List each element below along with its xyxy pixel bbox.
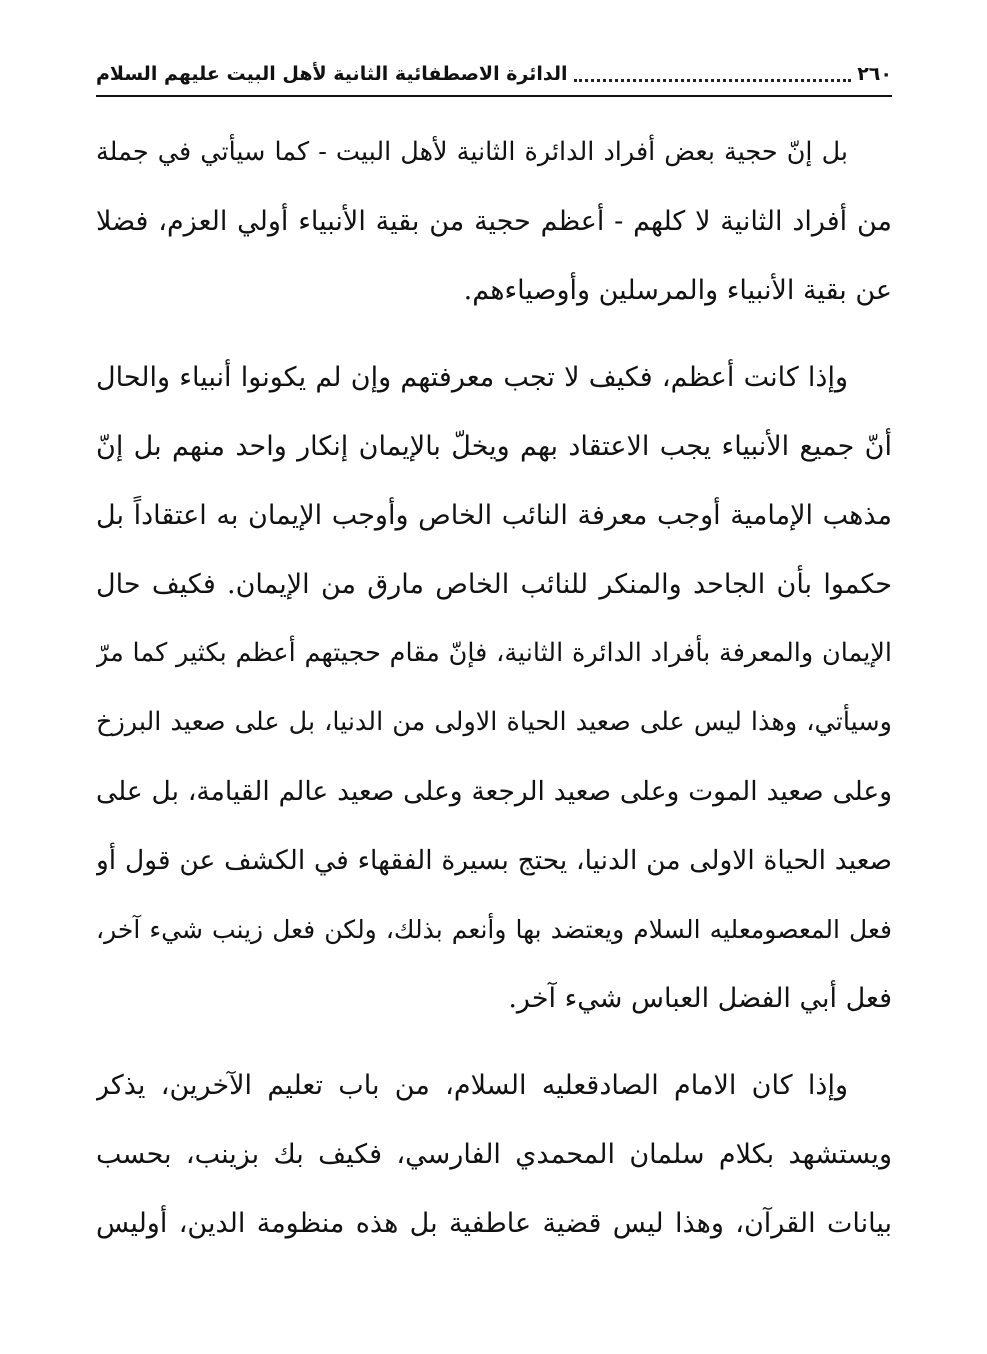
text-line: من أفراد الثانية لا كلهم - أعظم حجية من بقية الأنبياء أولي العزم، فضلا <box>96 206 892 237</box>
text-line: بيانات القرآن، وهذا ليس قضية عاطفية بل هذه منظومة الدين، أوليس <box>96 1208 892 1239</box>
text-line: بل إنّ حجية بعض أفراد الدائرة الثانية لأهل البيت - كما سيأتي في جملة <box>96 137 848 167</box>
running-title: الدائرة الاصطفائية الثانية لأهل البيت عليهم السلام <box>96 63 568 85</box>
text-line: وإذا كانت أعظم، فكيف لا تجب معرفتهم وإن لم يكونوا أنبياء والحال <box>96 362 848 393</box>
body-text <box>96 118 892 1258</box>
page-number: ٢٦٠ <box>857 63 892 85</box>
paragraph-1 <box>96 118 892 325</box>
text-line: عن بقية الأنبياء والمرسلين وأوصياءهم. <box>463 275 892 306</box>
paragraph-3 <box>96 1051 892 1258</box>
text-line: حكموا بأن الجاحد والمنكر للنائب الخاص مارق من الإيمان. فكيف حال <box>96 569 892 600</box>
page-header <box>96 54 892 94</box>
text-line: وإذا كان الامام الصادقعليه السلام، من باب تعليم الآخرين، يذكر <box>96 1070 848 1101</box>
text-line: فعل أبي الفضل العباس شيء آخر. <box>508 983 892 1014</box>
text-line: الإيمان والمعرفة بأفراد الدائرة الثانية، فإنّ مقام حجيتهم أعظم بكثير كما مرّ <box>96 638 892 668</box>
text-line: وعلى صعيد الموت وعلى صعيد الرجعة وعلى صعيد عالم القيامة، بل على <box>96 776 892 807</box>
text-line: ويستشهد بكلام سلمان المحمدي الفارسي، فكيف بك بزينب، بحسب <box>96 1139 892 1170</box>
text-line: فعل المعصومعليه السلام ويعتضد بها وأنعم بذلك، ولكن فعل زينب شيء آخر، <box>96 915 892 944</box>
text-line: وسيأتي، وهذا ليس على صعيد الحياة الاولى من الدنيا، بل على صعيد البرزخ <box>96 707 892 737</box>
text-line: مذهب الإمامية أوجب معرفة النائب الخاص وأوجب الإيمان به اعتقاداً بل <box>96 500 892 531</box>
text-line: أنّ جميع الأنبياء يجب الاعتقاد بهم ويخلّ بالإيمان إنكار واحد منهم بل إنّ <box>96 431 892 462</box>
paragraph-2 <box>96 343 892 1033</box>
text-line: صعيد الحياة الاولى من الدنيا، يحتج بسيرة الفقهاء في الكشف عن قول أو <box>96 845 892 876</box>
header-leader-dots <box>574 79 852 82</box>
header-rule <box>96 95 892 97</box>
